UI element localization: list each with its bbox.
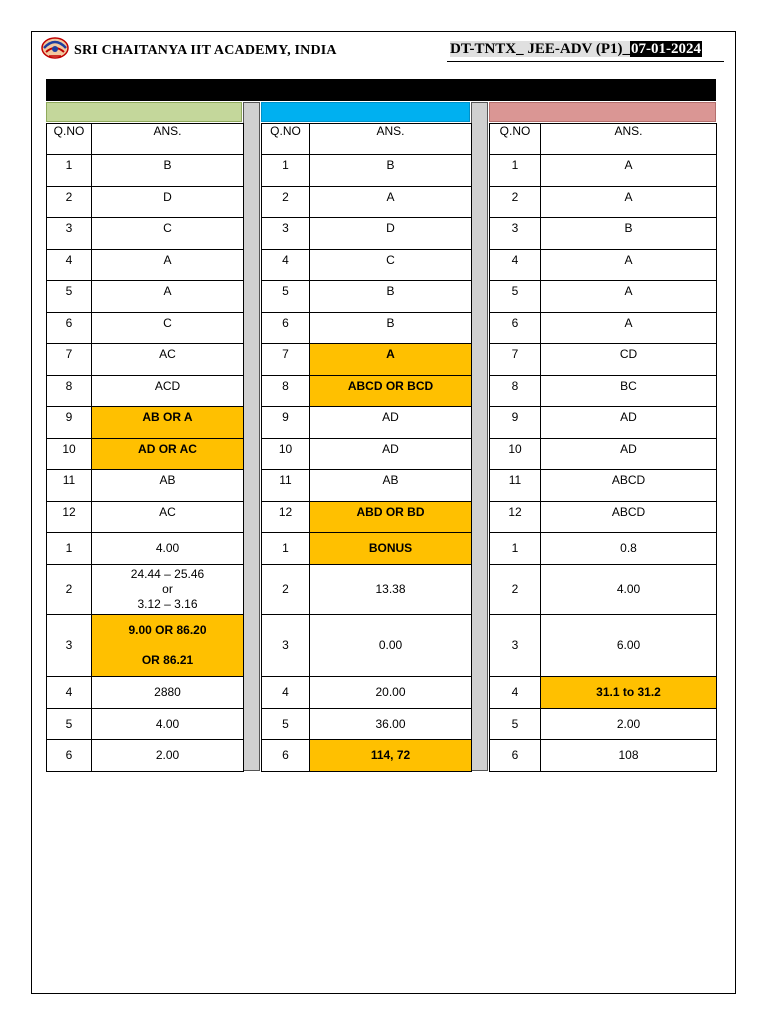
table-row [47, 281, 244, 313]
question-number: 5 [262, 709, 310, 740]
question-number: 2 [490, 565, 541, 615]
subject-header-3 [489, 102, 716, 122]
exam-date: 07-01-2024 [631, 41, 702, 57]
table-row [47, 187, 244, 218]
answer-cell-highlighted: AD OR AC [92, 439, 244, 470]
answer-cell: D [92, 187, 244, 218]
sri-chaitanya-logo-icon [40, 34, 70, 60]
table-row [47, 313, 244, 344]
table-row [490, 187, 717, 218]
question-number: 1 [262, 155, 310, 187]
answer-cell: B [310, 155, 472, 187]
question-number: 10 [490, 439, 541, 470]
table-row [47, 218, 244, 250]
answer-cell: 4.00 [541, 565, 717, 615]
table-row [47, 344, 244, 376]
table-row [47, 470, 244, 502]
answer-cell-highlighted: A [310, 344, 472, 376]
table-row [47, 740, 244, 772]
table-row [47, 615, 244, 677]
table-row [262, 281, 472, 313]
question-number: 9 [262, 407, 310, 439]
question-number: 2 [47, 187, 92, 218]
question-number: 2 [490, 187, 541, 218]
question-number: 6 [490, 313, 541, 344]
question-number: 3 [490, 218, 541, 250]
question-number: 11 [490, 470, 541, 502]
table-row [490, 344, 717, 376]
answer-cell: CD [541, 344, 717, 376]
table-row [490, 407, 717, 439]
answer-cell: AD [541, 439, 717, 470]
table-row [490, 281, 717, 313]
ans-header: ANS. [310, 124, 472, 155]
subject-header-2 [261, 102, 470, 122]
question-number: 4 [47, 250, 92, 281]
answer-cell-highlighted: 31.1 to 31.2 [541, 677, 717, 709]
table-row [47, 407, 244, 439]
table-row [262, 218, 472, 250]
question-number: 2 [47, 565, 92, 615]
question-number: 3 [47, 218, 92, 250]
subject-header-1 [46, 102, 242, 122]
question-number: 9 [47, 407, 92, 439]
answer-cell: A [92, 281, 244, 313]
question-number: 4 [262, 677, 310, 709]
table-row [262, 407, 472, 439]
question-number: 5 [490, 709, 541, 740]
answer-cell: AD [310, 439, 472, 470]
answer-cell: AB [92, 470, 244, 502]
answer-cell: ABCD [541, 470, 717, 502]
question-number: 5 [47, 709, 92, 740]
answer-cell: AD [541, 407, 717, 439]
answer-table-2 [261, 123, 472, 772]
table-row [262, 187, 472, 218]
answer-cell: B [541, 218, 717, 250]
question-number: 12 [47, 502, 92, 533]
exam-code-prefix: DT-TNTX_ JEE-ADV (P1)_ [450, 41, 631, 57]
answer-cell: 2.00 [92, 740, 244, 772]
answer-cell: 13.38 [310, 565, 472, 615]
table-row [262, 313, 472, 344]
answer-cell-highlighted: AB OR A [92, 407, 244, 439]
header-underline [447, 61, 724, 62]
question-number: 10 [47, 439, 92, 470]
table-row [262, 439, 472, 470]
table-row [262, 565, 472, 615]
question-number: 8 [490, 376, 541, 407]
qno-header: Q.NO [47, 124, 92, 155]
question-number: 6 [262, 740, 310, 772]
table-row [262, 615, 472, 677]
ans-header: ANS. [541, 124, 717, 155]
table-row [490, 439, 717, 470]
table-row [262, 470, 472, 502]
question-number: 9 [490, 407, 541, 439]
table-row [262, 344, 472, 376]
answer-table-1 [46, 123, 244, 772]
question-number: 5 [47, 281, 92, 313]
table-row [490, 376, 717, 407]
answer-cell: ABCD [541, 502, 717, 533]
table-row [490, 709, 717, 740]
answer-cell: 2880 [92, 677, 244, 709]
ans-header: ANS. [92, 124, 244, 155]
answer-cell: 4.00 [92, 533, 244, 565]
question-number: 1 [262, 533, 310, 565]
question-number: 3 [490, 615, 541, 677]
question-number: 1 [47, 533, 92, 565]
answer-cell-highlighted: ABCD OR BCD [310, 376, 472, 407]
question-number: 4 [490, 250, 541, 281]
table-row [490, 677, 717, 709]
answer-cell: B [310, 281, 472, 313]
table-header-row [47, 124, 244, 155]
answer-cell: 6.00 [541, 615, 717, 677]
table-row [490, 155, 717, 187]
answer-cell: B [310, 313, 472, 344]
answer-cell: 108 [541, 740, 717, 772]
answer-cell: A [541, 250, 717, 281]
table-row [262, 502, 472, 533]
question-number: 4 [490, 677, 541, 709]
table-row [47, 709, 244, 740]
question-number: 2 [262, 565, 310, 615]
table-row [490, 313, 717, 344]
answer-cell: 0.8 [541, 533, 717, 565]
answer-cell: A [541, 187, 717, 218]
question-number: 6 [490, 740, 541, 772]
table-row [47, 502, 244, 533]
question-number: 3 [47, 615, 92, 677]
answer-cell: BC [541, 376, 717, 407]
answer-cell-highlighted: 114, 72 [310, 740, 472, 772]
answer-cell: C [92, 218, 244, 250]
question-number: 8 [262, 376, 310, 407]
table-row [490, 615, 717, 677]
answer-cell: A [310, 187, 472, 218]
table-row [47, 439, 244, 470]
answer-cell-highlighted: ABD OR BD [310, 502, 472, 533]
question-number: 12 [262, 502, 310, 533]
answer-cell: 4.00 [92, 709, 244, 740]
institute-name: SRI CHAITANYA IIT ACADEMY, INDIA [74, 43, 337, 58]
question-number: 11 [262, 470, 310, 502]
answer-cell: 20.00 [310, 677, 472, 709]
question-number: 6 [47, 740, 92, 772]
question-number: 1 [490, 533, 541, 565]
table-row [490, 502, 717, 533]
question-number: 5 [262, 281, 310, 313]
column-separator-2 [471, 102, 488, 771]
table-row [262, 250, 472, 281]
answer-cell: AD [310, 407, 472, 439]
answer-table-3 [489, 123, 717, 772]
table-row [490, 250, 717, 281]
answer-cell: AC [92, 502, 244, 533]
answer-cell: 24.44 – 25.46 or 3.12 – 3.16 [92, 565, 244, 615]
question-number: 10 [262, 439, 310, 470]
qno-header: Q.NO [490, 124, 541, 155]
answer-cell-highlighted: BONUS [310, 533, 472, 565]
exam-code [450, 41, 702, 58]
title-band [46, 79, 716, 101]
table-row [262, 740, 472, 772]
answer-cell: A [541, 313, 717, 344]
question-number: 2 [262, 187, 310, 218]
question-number: 3 [262, 218, 310, 250]
question-number: 5 [490, 281, 541, 313]
table-row [490, 565, 717, 615]
table-header-row [490, 124, 717, 155]
answer-cell: AB [310, 470, 472, 502]
question-number: 3 [262, 615, 310, 677]
table-row [262, 677, 472, 709]
answer-cell: AC [92, 344, 244, 376]
question-number: 7 [490, 344, 541, 376]
answer-cell: 2.00 [541, 709, 717, 740]
answer-cell: A [92, 250, 244, 281]
table-row [262, 709, 472, 740]
question-number: 4 [47, 677, 92, 709]
table-header-row [262, 124, 472, 155]
question-number: 7 [47, 344, 92, 376]
table-row [490, 740, 717, 772]
table-row [47, 533, 244, 565]
table-row [490, 218, 717, 250]
question-number: 6 [47, 313, 92, 344]
answer-cell: A [541, 155, 717, 187]
answer-cell: 36.00 [310, 709, 472, 740]
table-row [47, 677, 244, 709]
table-row [262, 533, 472, 565]
answer-cell-highlighted: 9.00 OR 86.20 OR 86.21 [92, 615, 244, 677]
answer-cell: C [92, 313, 244, 344]
answer-cell: B [92, 155, 244, 187]
question-number: 7 [262, 344, 310, 376]
answer-cell: D [310, 218, 472, 250]
question-number: 8 [47, 376, 92, 407]
question-number: 1 [47, 155, 92, 187]
table-row [47, 376, 244, 407]
table-row [262, 376, 472, 407]
table-row [47, 155, 244, 187]
question-number: 11 [47, 470, 92, 502]
qno-header: Q.NO [262, 124, 310, 155]
column-separator-1 [243, 102, 260, 771]
table-row [490, 470, 717, 502]
table-row [490, 533, 717, 565]
table-row [47, 565, 244, 615]
question-number: 4 [262, 250, 310, 281]
answer-cell: C [310, 250, 472, 281]
question-number: 1 [490, 155, 541, 187]
answer-cell: A [541, 281, 717, 313]
answer-cell: 0.00 [310, 615, 472, 677]
answer-cell: ACD [92, 376, 244, 407]
question-number: 12 [490, 502, 541, 533]
question-number: 6 [262, 313, 310, 344]
table-row [262, 155, 472, 187]
table-row [47, 250, 244, 281]
